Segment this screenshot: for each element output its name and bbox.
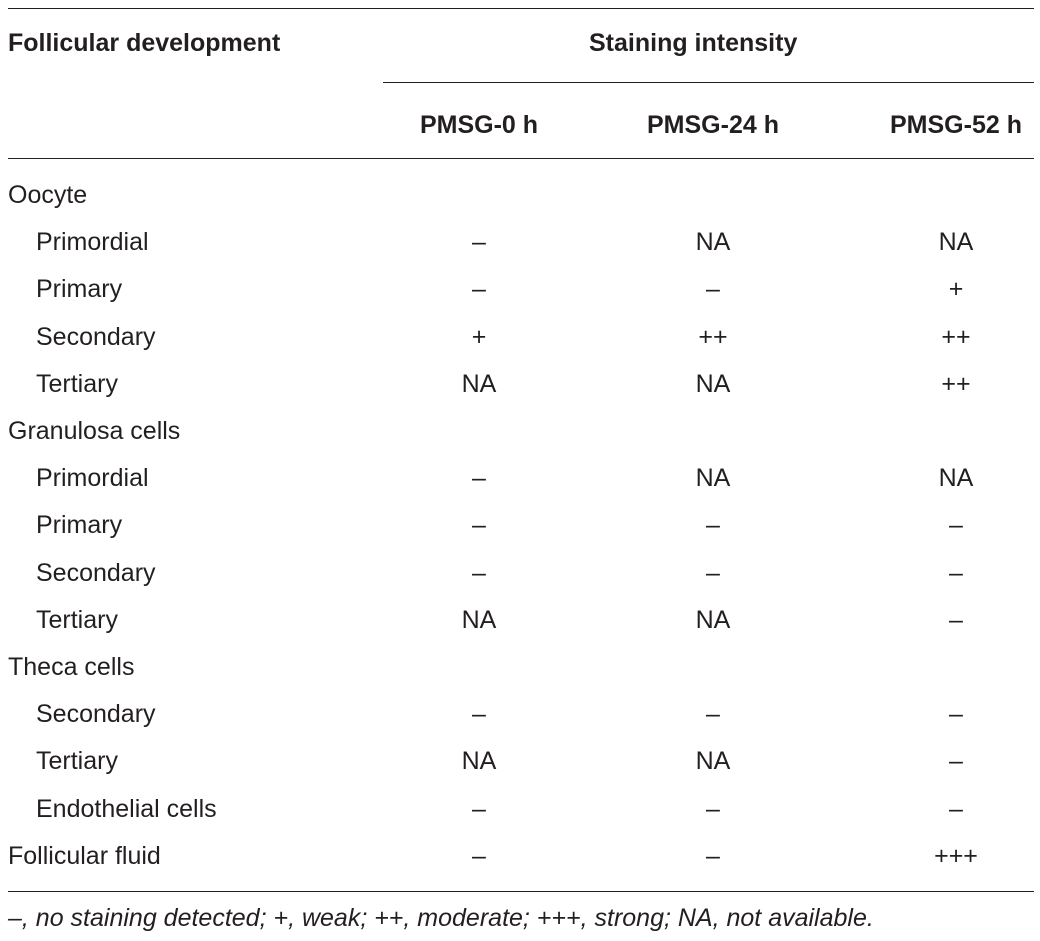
row-sublabel: Primary	[36, 511, 123, 540]
table-cell: +	[471, 322, 487, 351]
row-category-label: Follicular fluid	[8, 841, 161, 870]
table-row	[0, 644, 1040, 691]
row-sublabel: Tertiary	[36, 369, 118, 398]
table-cell: NA	[461, 369, 497, 398]
row-sublabel: Tertiary	[36, 747, 118, 776]
table-cell: –	[949, 558, 963, 587]
row-sublabel: Primordial	[36, 464, 149, 493]
table-bottom-rule	[8, 891, 1034, 892]
table-cell: –	[706, 275, 720, 304]
group-header-rule	[383, 82, 1034, 83]
table-cell: –	[706, 841, 720, 870]
table-row	[0, 502, 1040, 549]
table-cell: –	[472, 228, 486, 257]
table-cell: NA	[461, 747, 497, 776]
row-category-label: Granulosa cells	[8, 417, 181, 445]
table-row	[0, 172, 1040, 219]
table-row	[0, 738, 1040, 785]
row-sublabel: Primordial	[36, 228, 149, 257]
table-cell: –	[949, 605, 963, 634]
table-row	[0, 786, 1040, 833]
table-row	[0, 314, 1040, 361]
table-cell: –	[472, 841, 486, 870]
table-top-rule	[8, 8, 1034, 9]
column-header-pmsg-0h: PMSG-0 h	[419, 111, 539, 139]
table-row	[0, 691, 1040, 738]
table-cell: –	[472, 794, 486, 823]
table-cell: –	[706, 558, 720, 587]
table-cell: NA	[938, 228, 974, 257]
table-row	[0, 408, 1040, 455]
table-cell: ++	[941, 369, 971, 398]
row-sublabel: Secondary	[36, 700, 156, 729]
table-cell: NA	[695, 228, 731, 257]
row-sublabel: Primary	[36, 275, 123, 304]
table-cell: –	[472, 464, 486, 493]
column-header-pmsg-24h: PMSG-24 h	[647, 111, 779, 139]
table-cell: NA	[461, 605, 497, 634]
table-row	[0, 266, 1040, 313]
table-cell: NA	[695, 747, 731, 776]
table-cell: –	[949, 747, 963, 776]
header-bottom-rule	[8, 158, 1034, 159]
table-row	[0, 833, 1040, 880]
row-sublabel: Tertiary	[36, 605, 118, 634]
table-cell: –	[949, 511, 963, 540]
table-cell: –	[706, 794, 720, 823]
row-sublabel: Secondary	[36, 558, 156, 587]
table-row	[0, 455, 1040, 502]
row-category-label: Oocyte	[8, 181, 88, 209]
table-cell: NA	[938, 464, 974, 493]
table-cell: +++	[934, 841, 978, 870]
table-row	[0, 361, 1040, 408]
table-cell: ++	[698, 322, 728, 351]
row-sublabel: Endothelial cells	[36, 794, 217, 823]
table-cell: –	[472, 700, 486, 729]
table-cell: NA	[695, 369, 731, 398]
table-cell: –	[706, 700, 720, 729]
table-cell: –	[949, 794, 963, 823]
table-cell: ++	[941, 322, 971, 351]
table-cell: –	[472, 511, 486, 540]
group-header-label: Staining intensity	[589, 29, 798, 57]
table-row	[0, 219, 1040, 266]
table-cell: NA	[695, 464, 731, 493]
row-category-label: Theca cells	[8, 653, 135, 681]
table-cell: NA	[695, 605, 731, 634]
table-cell: +	[948, 275, 964, 304]
table-footnote: –, no staining detected; +, weak; ++, moderate; +++, strong; NA, not available.	[8, 904, 874, 932]
table-cell: –	[472, 275, 486, 304]
table-row	[0, 597, 1040, 644]
column-header-pmsg-52h: PMSG-52 h	[890, 111, 1022, 139]
table-row	[0, 550, 1040, 597]
table-cell: –	[472, 558, 486, 587]
row-header-label: Follicular development	[8, 29, 281, 57]
table-cell: –	[949, 700, 963, 729]
table-cell: –	[706, 511, 720, 540]
row-sublabel: Secondary	[36, 322, 156, 351]
